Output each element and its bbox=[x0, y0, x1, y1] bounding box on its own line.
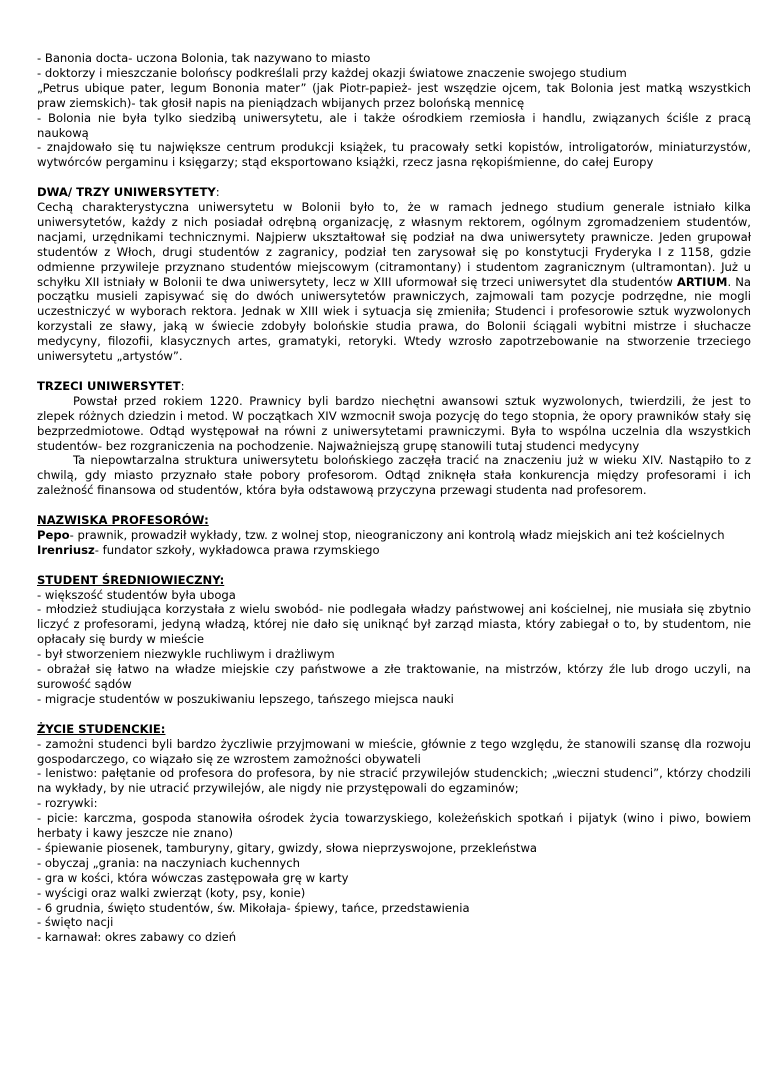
list-item: - obrażał się łatwo na władze miejskie czy państwowe a złe traktowanie, na mistrzów, którzy źle lub drogo uczyli, na surowość sądów bbox=[37, 662, 751, 691]
spacer bbox=[37, 707, 751, 722]
list-item: - rozrywki: bbox=[37, 796, 98, 811]
intro-line: - doktorzy i mieszczanie bolońscy podkreślali przy każdej okazji światowe znaczenie swojego studium bbox=[37, 65, 627, 80]
list-item: - lenistwo: pałętanie od profesora do profesora, by nie stracić przywilejów studenckich; „wieczni studenci”, którzy chodzili na wykłady, by nie utracić przywilejów, ale nigdy nie przystępowali do egzaminów; bbox=[37, 766, 751, 796]
spacer bbox=[37, 170, 751, 185]
heading-text: TRZECI UNIWERSYTET bbox=[37, 378, 181, 393]
professor-description: - prawnik, prowadził wykłady, tzw. z wolnej stop, nieograniczony ani kontrolą władz miejskich ani też kościelnych bbox=[69, 527, 725, 542]
heading-colon: : bbox=[180, 378, 185, 393]
artium-term: ARTIUM bbox=[676, 274, 728, 289]
medieval-student-section bbox=[37, 573, 751, 707]
professor-name: Pepo bbox=[37, 527, 70, 542]
list-item: - wyścigi oraz walki zwierząt (koty, psy, konie) bbox=[37, 885, 306, 900]
list-item: - święto nacji bbox=[37, 915, 114, 930]
paragraph-text: . Na początku musieli zapisywać się do dwóch uniwersytetów prawniczych, zajmowali tam pozycje podrzędne, nie mogli uczestniczyć w wyborach rektora. Jednak w XIII wiek i sytuacja się zmieniła; Studenci i profesorowie sztuk wyzwolonych korzystali ze sławy, jaką w świecie zdobyły bolońskie studia prawa, do Bolonii ściągali wybitni mistrze i słuchacze medycyny, filozofii, klasycznych artes, gramatyki, retoryki. Wtedy wzrosło zapotrzebowanie na stworzenie trzeciego uniwersytetu „artystów”. bbox=[37, 274, 751, 364]
student-life-section bbox=[37, 722, 751, 946]
spacer bbox=[37, 364, 751, 379]
two-universities-section bbox=[37, 185, 751, 364]
list-item: - picie: karczma, gospoda stanowiła ośrodek życia towarzyskiego, koleżeńskich spotkań i pijatyk (wino i piwo, bowiem herbaty i kawy jeszcze nie znano) bbox=[37, 811, 751, 841]
list-item: - śpiewanie piosenek, tamburyny, gitary, gwizdy, słowa nieprzyswojone, przekleństwa bbox=[37, 840, 538, 855]
list-item: - był stworzeniem niezwykle ruchliwym i drażliwym bbox=[37, 647, 335, 662]
section-heading bbox=[37, 379, 751, 394]
list-item: - większość studentów była uboga bbox=[37, 587, 236, 602]
list-item: - 6 grudnia, święto studentów, św. Mikołaja- śpiewy, tańce, przedstawienia bbox=[37, 900, 470, 915]
professor-description: - fundator szkoły, wykładowca prawa rzymskiego bbox=[94, 542, 380, 557]
document-page bbox=[37, 51, 751, 945]
professor-entry bbox=[37, 543, 751, 558]
intro-section bbox=[37, 51, 751, 170]
section-paragraph: Ta niepowtarzalna struktura uniwersytetu bolońskiego zaczęła tracić na znaczeniu już w wieku XIV. Nastąpiło to z chwilą, gdy miasto przyznało stałe pobory profesorom. Odtąd zniknęła stała konkurencja między profesorami i ich zależność finansowa od studentów, która była odstawową przyczyna przewagi studenta nad profesorem. bbox=[37, 453, 751, 498]
spacer bbox=[37, 558, 751, 573]
section-heading: NAZWISKA PROFESORÓW: bbox=[37, 513, 209, 528]
list-item: - karnawał: okres zabawy co dzień bbox=[37, 930, 237, 945]
section-heading bbox=[37, 185, 751, 200]
list-item: - młodzież studiująca korzystała z wielu swobód- nie podlegała władzy państwowej ani kościelnej, nie musiała się zbytnio liczyć z profesorami, jedyną władzą, której nie dało się uniknąć był zarząd miasta, który zabiegał o to, by studentom, nie opłacały się burdy w mieście bbox=[37, 602, 751, 647]
list-item: - gra w kości, która wówczas zastępowała grę w karty bbox=[37, 870, 349, 885]
professor-name: Irenriusz bbox=[37, 542, 95, 557]
intro-line: „Petrus ubique pater, legum Bononia mater” (jak Piotr-papież- jest wszędzie ojcem, tak Bolonia jest matką wszystkich praw ziemskich)- tak głosił napis na pieniądzach wbijanych przez bolońską mennicę bbox=[37, 80, 751, 110]
list-item: - migracje studentów w poszukiwaniu lepszego, tańszego miejsca nauki bbox=[37, 691, 454, 706]
third-university-section bbox=[37, 379, 751, 498]
intro-line: - Bolonia nie była tylko siedzibą uniwersytetu, ale i także ośrodkiem rzemiosła i handlu, związanych ściśle z pracą naukową bbox=[37, 110, 751, 140]
list-item: - zamożni studenci byli bardzo życzliwie przyjmowani w mieście, głównie z tego względu, że stanowili szansę dla rozwoju gospodarczego, co wiązało się ze wzrostem zamożności obywateli bbox=[37, 736, 751, 766]
intro-line: - Banonia docta- uczona Bolonia, tak nazywano to miasto bbox=[37, 51, 371, 65]
heading-text: DWA/ TRZY UNIWERSYTETY bbox=[37, 185, 216, 200]
spacer bbox=[37, 498, 751, 513]
section-paragraph bbox=[37, 200, 751, 364]
professors-section bbox=[37, 513, 751, 558]
intro-line: - znajdowało się tu największe centrum produkcji książek, tu pracowały setki kopistów, introligatorów, miniaturzystów, wytwórców pergaminu i księgarzy; stąd eksportowano książki, rzecz jasna rękopiśmienne, do całej Europy bbox=[37, 140, 751, 170]
paragraph-text: Cechą charakterystyczna uniwersytetu w Bolonii było to, że w ramach jednego studium generale istniało kilka uniwersytetów, każdy z nich posiadał odrębną organizację, z własnym rektorem, ogólnym zgromadzeniem studentów, nacjami, urzędnikami technicznymi. Najpierw ukształtował się podział na dwa uniwersytety prawnicze. Jeden grupował studentów z Włoch, drugi studentów z zagranicy, podział ten zarysował się po konstytucji Fryderyka I z 1158, gdzie odmienne przywileje przyznano studentów miejscowym (citramontany) i studentom zagranicznym (ultramontan). Już u schyłku XII istniały w Bolonii te dwa uniwersytety, lecz w XIII uformował się trzeci uniwersytet dla studentów bbox=[37, 200, 751, 289]
section-paragraph: Powstał przed rokiem 1220. Prawnicy byli bardzo niechętni awansowi sztuk wyzwolonych, twierdzili, że jest to zlepek różnych dziedzin i metod. W początkach XIV wzmocnił swoja pozycję do tego stopnia, że opory prawników stały się bezprzedmiotowe. Odtąd występował na równi z uniwersytetami prawniczymi. Była to wspólna uczelnia dla wszystkich studentów- bez rozgraniczenia na pochodzenie. Najważniejszą grupę stanowili tutaj studenci medycyny bbox=[37, 393, 751, 453]
section-heading: ŻYCIE STUDENCKIE: bbox=[37, 721, 166, 736]
heading-colon: : bbox=[215, 185, 220, 200]
list-item: - obyczaj „grania: na naczyniach kuchennych bbox=[37, 855, 300, 870]
section-heading: STUDENT ŚREDNIOWIECZNY: bbox=[37, 572, 225, 587]
professor-entry bbox=[37, 528, 751, 543]
